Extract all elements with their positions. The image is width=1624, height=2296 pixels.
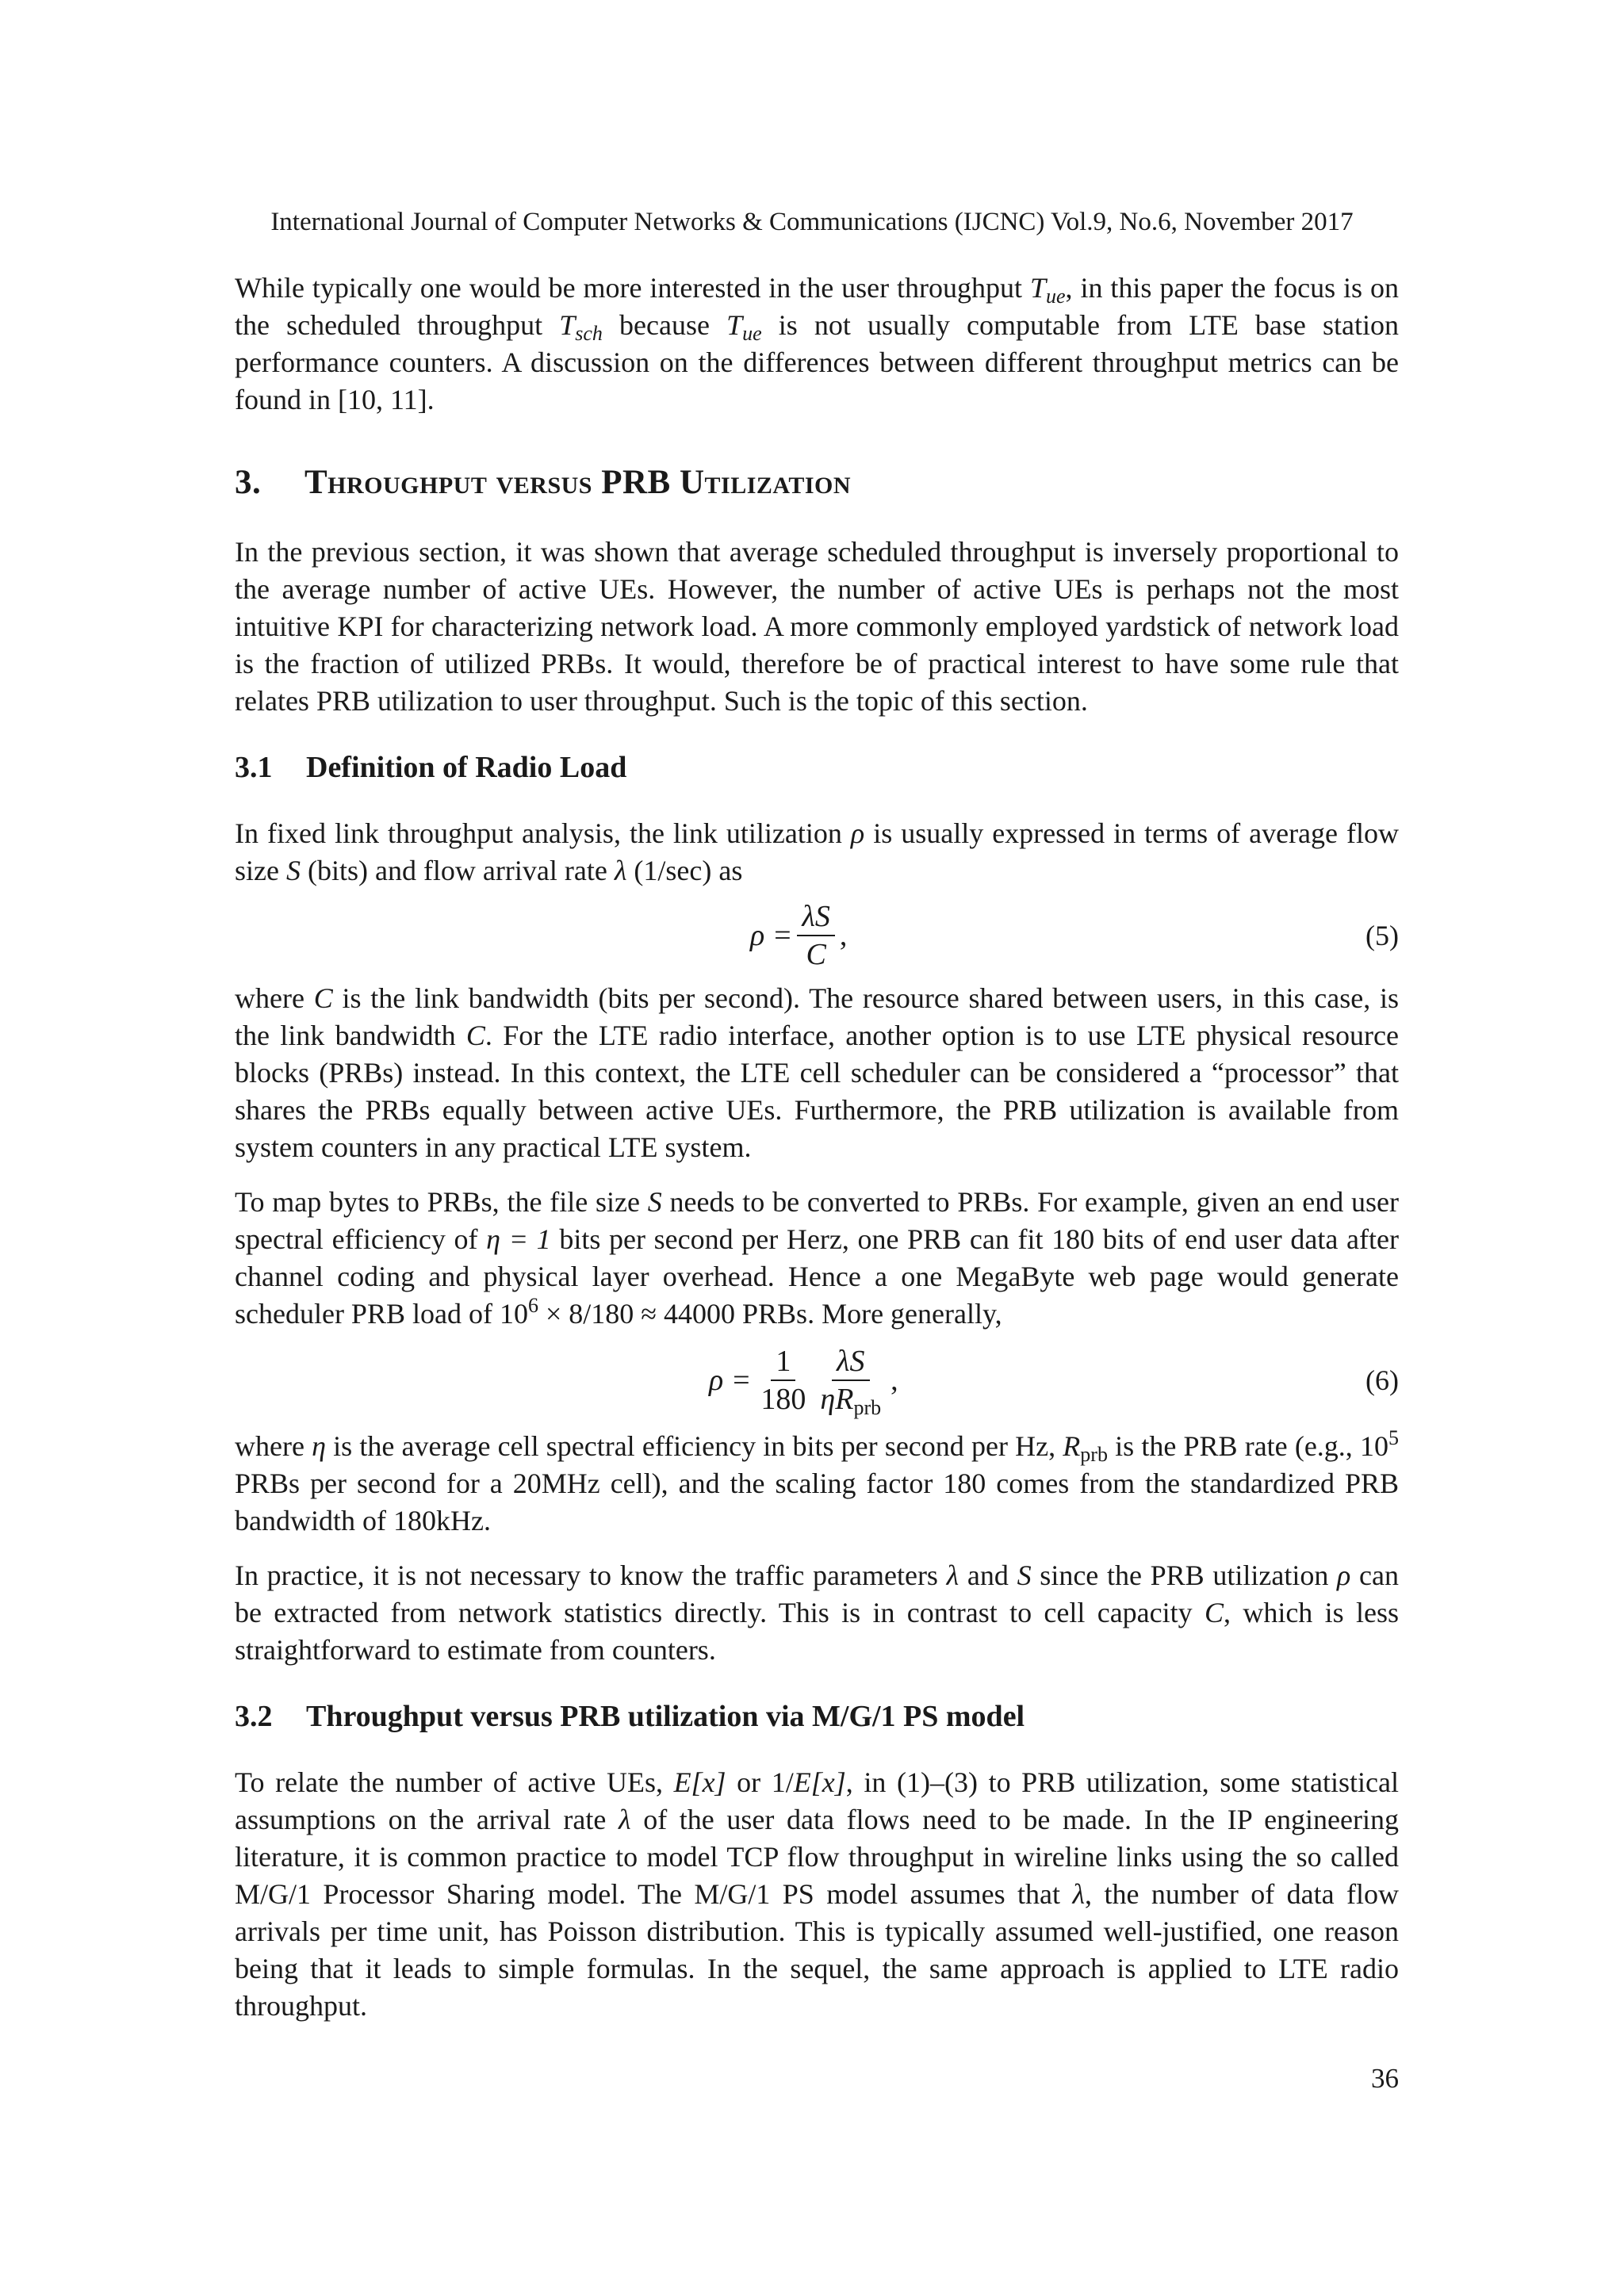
section-3-1-paragraph-1: In fixed link throughput analysis, the link utilization ρ is usually expressed in terms of average flow size S (bits) and flow arrival rate λ (1/sec) as (235, 817, 1400, 886)
page-content (235, 270, 1399, 2025)
eq6-number: (6) (1365, 1364, 1399, 1396)
eq6-lhs: ρ = (709, 1364, 752, 1397)
section-3-1-heading: 3.1 Definition of Radio Load (235, 751, 627, 784)
section-3-2-heading: 3.2 Throughput versus PRB utilization via M/G/1 PS model (235, 1700, 1025, 1733)
eq5-lhs: ρ = (750, 919, 793, 952)
section-3-paragraph: In the previous section, it was shown that average scheduled throughput is inversely proportional to the average number of active UEs. However, the number of active UEs is perhaps not the most intuitive KPI for characterizing network load. A more commonly employed yardstick of network load is the fraction of utilized PRBs. It would, therefore be of practical interest to have some rule that relates PRB utilization to user throughput. Such is the topic of this section. (235, 536, 1399, 717)
intro-paragraph: While typically one would be more interested in the user throughput $T_{ue}$, in this paper the focus is on the scheduled throughput $T_{sch}$ because $T_{ue}$ is not usually computable from LTE base station performance counters. A discussion on the differences between different throughput metrics can be found in [10, 11]. (235, 272, 1399, 415)
equation-5: ρ = $\frac{\lambda S}{C}$ , (5) (235, 896, 1399, 975)
equation-6: ρ = $\frac{1}{180}$ $\frac{\lambda S}{\eta R_{prb}}$ , (6) (235, 1341, 1399, 1420)
section-3-1-paragraph-2: where C is the link bandwidth (bits per second). The resource shared between users, in this case, is the link bandwidth C. For the LTE radio interface, another option is to use LTE physical resource blocks (PRBs) instead. In this context, the LTE cell scheduler can be considered a “processor” that shares the PRBs equally between active UEs. Furthermore, the PRB utilization is available from system counters in any practical LTE system. (235, 982, 1400, 1163)
eq6-fraction-2: $\frac{\lambda S}{\eta R_{prb}}$ (820, 1345, 882, 1419)
eq5-number: (5) (1365, 920, 1399, 951)
section-3-1-paragraph-5: In practice, it is not necessary to know the traffic parameters λ and S since the PRB utilization ρ can be extracted from network statistics directly. This is in contrast to cell capacity C, which is less straightforward to estimate from counters. (235, 1559, 1399, 1666)
eq5-fraction: $\frac{\lambda S}{C}$ (797, 900, 834, 971)
section-3-heading: 3. Throughput versus PRB Utilization (235, 464, 852, 501)
section-3-1-paragraph-3: To map bytes to PRBs, the file size S needs to be converted to PRBs. For example, given an end user spectral efficiency of η = 1 bits per second per Herz, one PRB can fit 180 bits of end user data after channel coding and physical layer overhead. Hence a one MegaByte web page would generate scheduler PRB load of $10^6 \times 8/180 \approx 44000$ PRBs. More generally, (235, 1186, 1399, 1330)
running-header: International Journal of Computer Networks & Communications (IJCNC) Vol.9, No.6, November 2017 (270, 208, 1354, 236)
eq6-fraction-1: $\frac{1}{180}$ (760, 1345, 806, 1416)
page-number: 36 (1371, 2063, 1399, 2094)
section-3-1-paragraph-4: where η is the average cell spectral efficiency in bits per second per Hz, $R_{prb}$ is the PRB rate (e.g., $10^5$ PRBs per second for a 20MHz cell), and the scaling factor 180 comes from the standardized PRB bandwidth of 180kHz. (235, 1426, 1399, 1536)
section-3-2-paragraph-1: To relate the number of active UEs, E[x] or 1/E[x], in (1)–(3) to PRB utilization, some statistical assumptions on the arrival rate λ of the user data flows need to be made. In the IP engineering literature, it is common practice to model TCP flow throughput in wireline links using the so called M/G/1 Processor Sharing model. The M/G/1 PS model assumes that λ, the number of data flow arrivals per time unit, has Poisson distribution. This is typically assumed well-justified, one reason being that it leads to simple formulas. In the sequel, the same approach is applied to LTE radio throughput. (235, 1766, 1399, 2022)
